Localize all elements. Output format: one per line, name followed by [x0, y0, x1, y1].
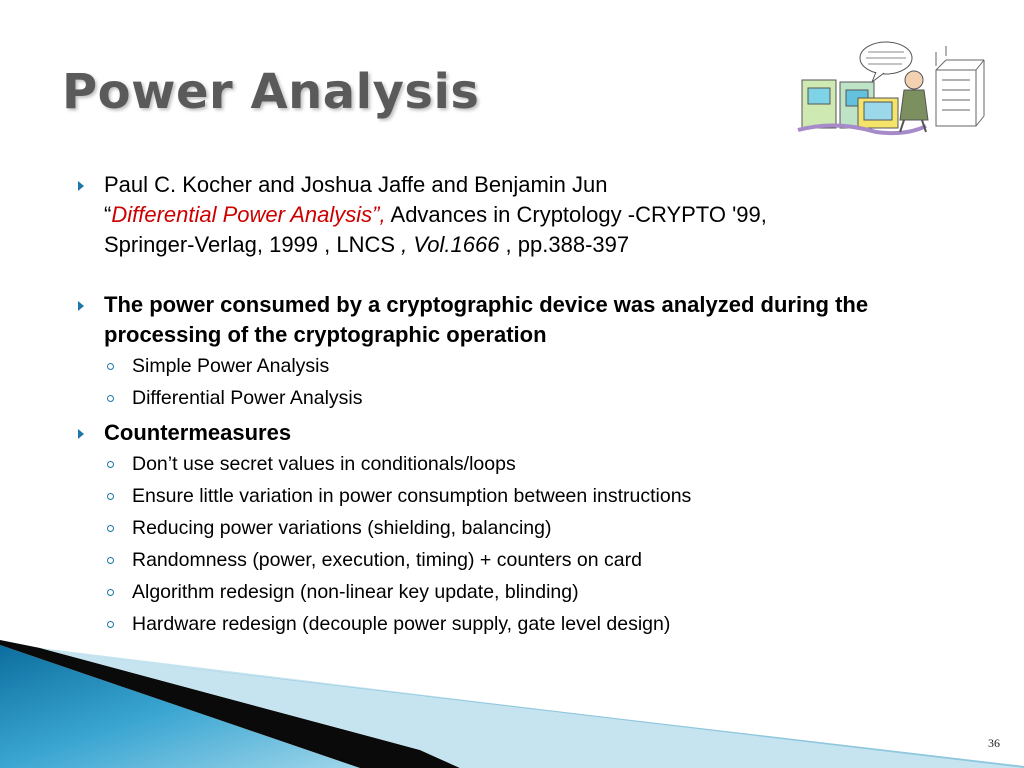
ring-bullet-icon	[107, 395, 114, 402]
reference-publisher: Springer-Verlag, 1999 , LNCS	[104, 232, 402, 257]
close-quote: ”,	[372, 202, 386, 227]
arrow-bullet-icon	[78, 301, 84, 311]
sub-bullet-item	[104, 480, 976, 512]
page-number: 36	[988, 736, 1000, 750]
sub-bullet-item	[104, 608, 976, 640]
sub-bullet-item	[104, 512, 976, 544]
ring-bullet-icon	[107, 493, 114, 500]
reference-pages: , pp.388-397	[499, 232, 630, 257]
bullet-list	[76, 170, 976, 640]
arrow-bullet-icon	[78, 429, 84, 439]
ring-bullet-icon	[107, 621, 114, 628]
sub-bullet-text: Differential Power Analysis	[132, 387, 363, 409]
bullet-power-consumed-text: The power consumed by a cryptographic device was analyzed during the processing of the cryptographic operation	[104, 292, 869, 347]
sub-bullet-text: Simple Power Analysis	[132, 355, 330, 377]
sub-bullet-item	[104, 382, 976, 414]
sub-bullet-text: Don’t use secret values in conditionals/loops	[132, 453, 516, 475]
arrow-bullet-icon	[78, 181, 84, 191]
power-analysis-cartoon-icon	[796, 40, 986, 136]
slide-title: Power Analysis	[62, 64, 480, 120]
sub-bullet-text: Randomness (power, execution, timing) + counters on card	[132, 549, 642, 571]
bullet-reference	[76, 170, 976, 260]
sub-bullet-item	[104, 544, 976, 576]
sub-bullet-item	[104, 576, 976, 608]
bullet-power-consumed	[76, 290, 976, 350]
sub-bullet-text: Algorithm redesign (non-linear key update, blinding)	[132, 581, 579, 603]
bullet-countermeasures	[76, 418, 976, 448]
ring-bullet-icon	[107, 557, 114, 564]
reference-volume: , Vol.1666	[401, 232, 500, 257]
reference-paper-title: Differential Power Analysis	[111, 202, 373, 227]
sub-bullet-item	[104, 350, 976, 382]
ring-bullet-icon	[107, 461, 114, 468]
ring-bullet-icon	[107, 589, 114, 596]
sub-bullet-item	[104, 448, 976, 480]
ring-bullet-icon	[107, 363, 114, 370]
reference-venue: Advances in Cryptology -CRYPTO '99,	[385, 202, 767, 227]
sub-bullet-text: Hardware redesign (decouple power supply, gate level design)	[132, 613, 671, 635]
sub-bullet-text: Reducing power variations (shielding, balancing)	[132, 517, 552, 539]
reference-authors: Paul C. Kocher and Joshua Jaffe and Benjamin Jun	[104, 172, 608, 197]
footer-wave-decoration	[0, 640, 1024, 768]
open-quote: “	[104, 202, 112, 227]
ring-bullet-icon	[107, 525, 114, 532]
bullet-countermeasures-text: Countermeasures	[104, 420, 292, 445]
sub-bullet-text: Ensure little variation in power consumption between instructions	[132, 485, 692, 507]
